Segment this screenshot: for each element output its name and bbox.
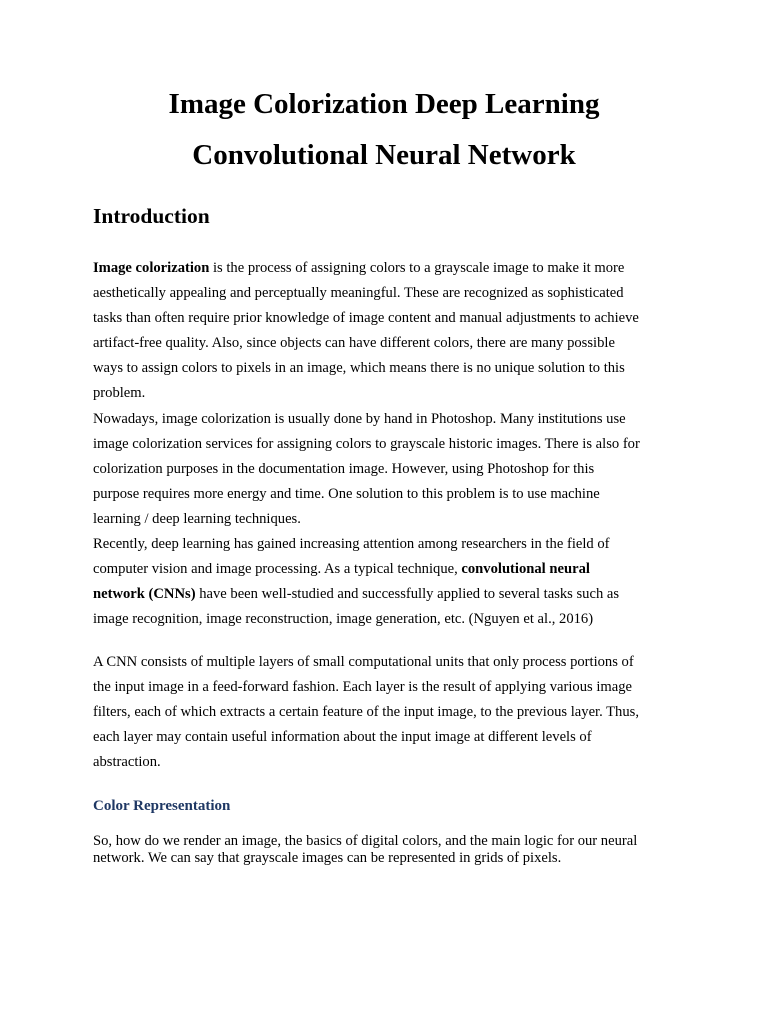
paragraph-line: learning / deep learning techniques. — [93, 510, 301, 527]
document-title-line-1: Image Colorization Deep Learning — [168, 88, 600, 120]
paragraph-line: aesthetically appealing and perceptually meaningful. These are recognized as sophisticated — [93, 285, 624, 302]
paragraph-line: A CNN consists of multiple layers of small computational units that only process portions of — [93, 654, 634, 670]
paragraph-line: purpose requires more energy and time. One solution to this problem is to use machine — [93, 485, 600, 502]
paragraph-cnn-layers — [93, 650, 683, 775]
paragraph-line: tasks than often require prior knowledge of image content and manual adjustments to achieve — [93, 310, 639, 327]
introduction-heading: Introduction — [93, 204, 210, 228]
paragraph-line: Recently, deep learning has gained increasing attention among researchers in the field of — [93, 536, 610, 552]
paragraph-line: filters, each of which extracts a certain feature of the input image, to the previous layer. Thus, — [93, 704, 639, 721]
paragraph-line: So, how do we render an image, the basics of digital colors, and the main logic for our neural — [93, 833, 638, 849]
paragraph-line: each layer may contain useful information about the input image at different levels of — [93, 729, 592, 746]
paragraph-deep-learning — [93, 532, 683, 632]
paragraph-line: image colorization services for assigning colors to grayscale historic images. There is also for — [93, 435, 640, 452]
paragraph-line: abstraction. — [93, 754, 161, 771]
paragraph-line-text: have been well-studied and successfully applied to several tasks such as — [195, 586, 620, 603]
paragraph-color-representation — [93, 833, 683, 866]
color-representation-heading: Color Representation — [93, 798, 231, 814]
paragraph-line: problem. — [93, 385, 146, 402]
paragraph-line — [93, 582, 683, 607]
paragraph-line-text: computer vision and image processing. As a typical technique, — [93, 561, 462, 578]
paragraph-photoshop — [93, 407, 683, 532]
paragraph-line: image recognition, image reconstruction, image generation, etc. (Nguyen et al., 2016) — [93, 611, 594, 628]
paragraph-line: ways to assign colors to pixels in an image, which means there is no unique solution to this — [93, 360, 625, 377]
paragraph-line: network. We can say that grayscale images can be represented in grids of pixels. — [93, 849, 562, 866]
paragraph-line — [93, 256, 683, 281]
paragraph-line: colorization purposes in the documentation image. However, using Photoshop for this — [93, 460, 595, 477]
document-title-line-2: Convolutional Neural Network — [192, 139, 576, 171]
bold-term-cnn: convolutional neural — [461, 561, 590, 578]
paragraph-line: Nowadays, image colorization is usually done by hand in Photoshop. Many institutions use — [93, 410, 626, 427]
paragraph-line-text: is the process of assigning colors to a grayscale image to make it more — [209, 260, 625, 276]
paragraph-line: the input image in a feed-forward fashion. Each layer is the result of applying various image — [93, 679, 632, 696]
paragraph-image-colorization — [93, 256, 683, 407]
bold-term-cnn-continued: network (CNNs) — [93, 586, 196, 603]
paragraph-line: artifact-free quality. Also, since objects can have different colors, there are many possible — [93, 335, 615, 352]
bold-term-image-colorization: Image colorization — [93, 260, 210, 276]
paragraph-line — [93, 557, 683, 582]
